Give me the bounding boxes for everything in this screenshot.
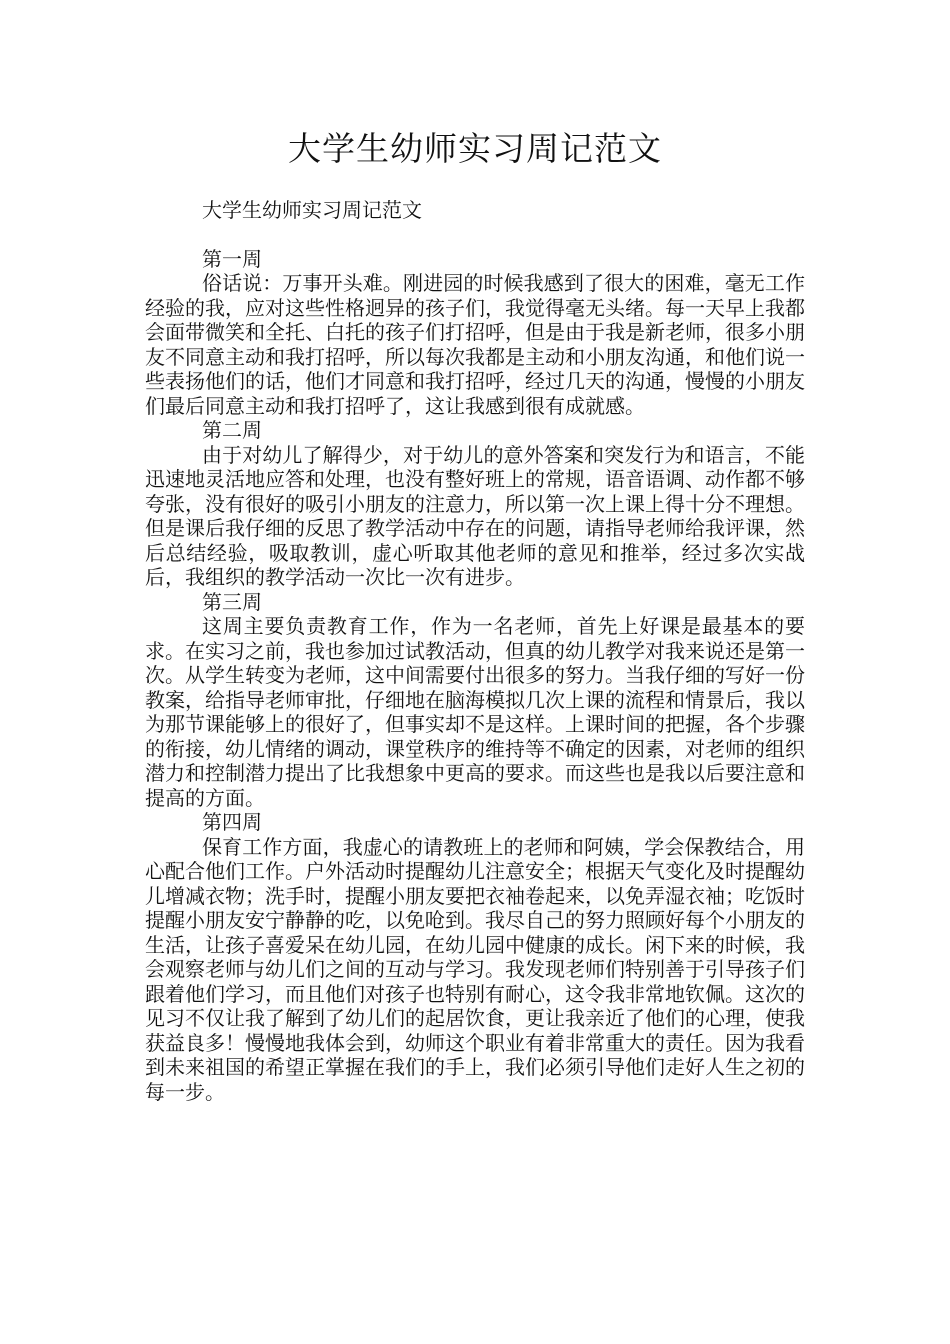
week-paragraph: 俗话说：万事开头难。刚进园的时候我感到了很大的困难，毫无工作经验的我，应对这些性格迥异的孩子们，我觉得毫无头绪。每一天早上我都会面带微笑和全托、白托的孩子们打招呼，但是由于我是新老师，很多小朋友不同意主动和我打招呼，所以每次我都是主动和小朋友沟通，和他们说一些表扬他们的话，他们才同意和我打招呼，经过几天的沟通，慢慢的小朋友们最后同意主动和我打招呼了，这让我感到很有成就感。	[145, 271, 805, 418]
week-heading: 第二周	[202, 418, 262, 442]
week-paragraph: 由于对幼儿了解得少，对于幼儿的意外答案和突发行为和语言，不能迅速地灵活地应答和处理，也没有整好班上的常规，语音语调、动作都不够夸张，没有很好的吸引小朋友的注意力，所以第一次上课上得十分不理想。但是课后我仔细的反思了教学活动中存在的问题，请指导老师给我评课，然后总结经验，吸取教训，虚心听取其他老师的意见和推举，经过多次实战后，我组织的教学活动一次比一次有进步。	[145, 442, 805, 589]
week-paragraph: 保育工作方面，我虚心的请教班上的老师和阿姨，学会保教结合，用心配合他们工作。户外活动时提醒幼儿注意安全；根据天气变化及时提醒幼儿增减衣物；洗手时，提醒小朋友要把衣袖卷起来，以免弄湿衣袖；吃饭时提醒小朋友安宁静静的吃，以免呛到。我尽自己的努力照顾好每个小朋友的生活，让孩子喜爱呆在幼儿园，在幼儿园中健康的成长。闲下来的时候，我会观察老师与幼儿们之间的互动与学习。我发现老师们特别善于引导孩子们跟着他们学习，而且他们对孩子也特别有耐心，这令我非常地钦佩。这次的见习不仅让我了解到了幼儿们的起居饮食，更让我亲近了他们的心理，使我获益良多！慢慢地我体会到，幼师这个职业有着非常重大的责任。因为我看到未来祖国的希望正掌握在我们的手上，我们必须引导他们走好人生之初的每一步。	[145, 834, 805, 1104]
week-section	[145, 247, 805, 419]
week-section	[145, 418, 805, 590]
document-subtitle: 大学生幼师实习周记范文	[202, 198, 422, 222]
week-section	[145, 810, 805, 1104]
week-heading: 第三周	[202, 589, 262, 614]
week-heading: 第四周	[202, 810, 262, 834]
document-title: 大学生幼师实习周记范文	[288, 129, 662, 168]
week-section	[145, 590, 805, 811]
week-heading: 第一周	[202, 246, 262, 271]
document-body	[145, 198, 805, 1104]
week-paragraph: 这周主要负责教育工作，作为一名老师，首先上好课是最基本的要求。在实习之前，我也参加过试教活动，但真的幼儿教学对我来说还是第一次。从学生转变为老师，这中间需要付出很多的努力。当我仔细的写好一份教案，给指导老师审批，仔细地在脑海模拟几次上课的流程和情景后，我以为那节课能够上的很好了，但事实却不是这样。上课时间的把握，各个步骤的衔接，幼儿情绪的调动，课堂秩序的维持等不确定的因素，对老师的组织潜力和控制潜力提出了比我想象中更高的要求。而这些也是我以后要注意和提高的方面。	[145, 614, 805, 810]
